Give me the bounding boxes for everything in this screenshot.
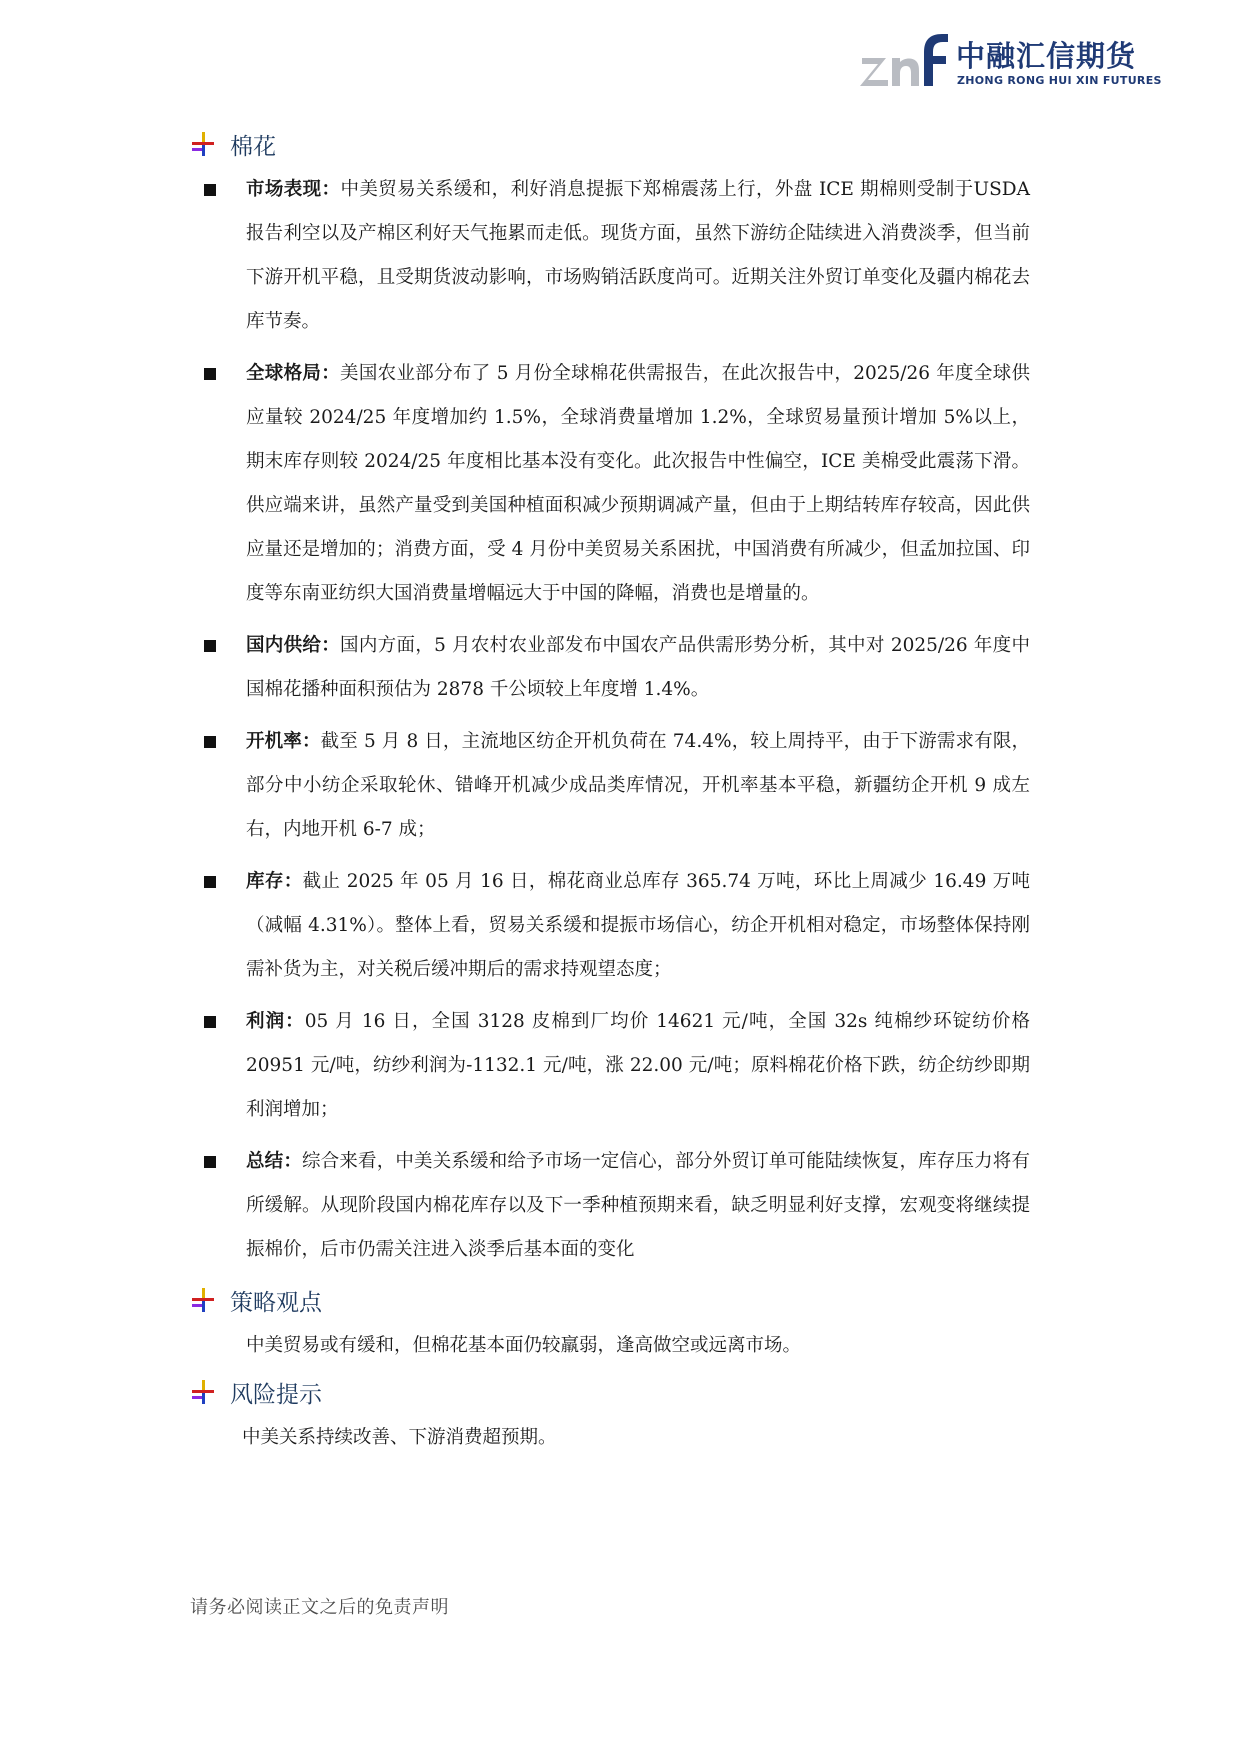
bullet-item-profit xyxy=(190,1000,1030,1132)
disclaimer-footer: 请务必阅读正文之后的免责声明 xyxy=(190,1597,449,1618)
bullet-label: 市场表现： xyxy=(246,179,341,200)
bullet-label: 库存： xyxy=(246,871,303,892)
bullet-body: 美国农业部分布了 5 月份全球棉花供需报告，在此次报告中，2025/26 年度全球供应量较 2024/25 年度增加约 1.5%，全球消费量增加 1.2%，全球贸易量预计增加 5%以上，期末库存则较 2024/25 年度相比基本没有变化。此次报告中性偏空，ICE 美棉受此震荡下滑。供应端来讲，虽然产量受到美国种植面积减少预期调减产量，但由于上期结转库存较高，因此供应量还是增加的；消费方面，受 4 月份中美贸易关系困扰，中国消费有所减少，但孟加拉国、印度等东南亚纺织大国消费量增幅远大于中国的降幅，消费也是增量的。 xyxy=(246,363,1030,604)
risk-text: 中美关系持续改善、下游消费超预期。 xyxy=(242,1427,557,1448)
section-title: 策略观点 xyxy=(230,1289,322,1316)
bullet-paragraph xyxy=(246,352,1030,616)
square-bullet-icon xyxy=(204,1016,216,1028)
strategy-text: 中美贸易或有缓和，但棉花基本面仍较羸弱，逢高做空或远离市场。 xyxy=(246,1335,802,1356)
company-logo xyxy=(860,28,1160,96)
logo-english-name: ZHONG RONG HUI XIN FUTURES xyxy=(957,74,1162,87)
bullet-body: 截至 5 月 8 日，主流地区纺企开机负荷在 74.4%，较上周持平，由于下游需求有限，部分中小纺企采取轮休、错峰开机减少成品类库情况，开机率基本平稳，新疆纺企开机 9 成左右，内地开机 6-7 成； xyxy=(246,731,1030,840)
section-title: 棉花 xyxy=(230,133,276,160)
bullet-body: 中美贸易关系缓和，利好消息提振下郑棉震荡上行，外盘 ICE 期棉则受制于USDA报告利空以及产棉区利好天气拖累而走低。现货方面，虽然下游纺企陆续进入消费淡季，但当前下游开机平稳，且受期货波动影响，市场购销活跃度尚可。近期关注外贸订单变化及疆内棉花去库节奏。 xyxy=(246,179,1030,332)
bullet-paragraph xyxy=(246,1000,1030,1132)
znf-logo-mark-icon xyxy=(860,28,950,96)
bullet-item-summary xyxy=(190,1140,1030,1272)
section-marker-icon xyxy=(190,1379,216,1405)
square-bullet-icon xyxy=(204,184,216,196)
square-bullet-icon xyxy=(204,876,216,888)
bullet-label: 利润： xyxy=(246,1011,305,1032)
bullet-item-inventory xyxy=(190,860,1030,992)
bullet-label: 国内供给： xyxy=(246,635,341,656)
square-bullet-icon xyxy=(204,640,216,652)
bullet-body: 综合来看，中美关系缓和给予市场一定信心，部分外贸订单可能陆续恢复，库存压力将有所缓解。从现阶段国内棉花库存以及下一季种植预期来看，缺乏明显利好支撑，宏观变将继续提振棉价，后市仍需关注进入淡季后基本面的变化 xyxy=(246,1151,1030,1260)
section-title: 风险提示 xyxy=(230,1381,322,1408)
bullet-item-domestic-supply xyxy=(190,624,1030,712)
section-heading-cotton xyxy=(190,124,1030,164)
report-content xyxy=(190,124,1030,1464)
bullet-item-operating-rate xyxy=(190,720,1030,852)
bullet-body: 截止 2025 年 05 月 16 日，棉花商业总库存 365.74 万吨，环比上周减少 16.49 万吨（减幅 4.31%）。整体上看，贸易关系缓和提振市场信心，纺企开机相对稳定，市场整体保持刚需补货为主，对关税后缓冲期后的需求持观望态度； xyxy=(246,871,1030,980)
bullet-paragraph xyxy=(246,624,1030,712)
section-heading-strategy xyxy=(190,1280,1030,1320)
bullet-paragraph xyxy=(246,1140,1030,1272)
square-bullet-icon xyxy=(204,1156,216,1168)
square-bullet-icon xyxy=(204,368,216,380)
bullet-item-global xyxy=(190,352,1030,616)
bullet-item-market xyxy=(190,168,1030,344)
section-heading-risk xyxy=(190,1372,1030,1412)
bullet-body: 国内方面，5 月农村农业部发布中国农产品供需形势分析，其中对 2025/26 年度中国棉花播种面积预估为 2878 千公顷较上年度增 1.4%。 xyxy=(246,635,1030,700)
bullet-label: 总结： xyxy=(246,1151,303,1172)
section-marker-icon xyxy=(190,1287,216,1313)
logo-chinese-name: 中融汇信期货 xyxy=(956,39,1137,73)
bullet-body: 05 月 16 日，全国 3128 皮棉到厂均价 14621 元/吨，全国 32s 纯棉纱环锭纺价格 20951 元/吨，纺纱利润为-1132.1 元/吨，涨 22.00 元/吨；原料棉花价格下跌，纺企纺纱即期利润增加； xyxy=(246,1011,1030,1120)
bullet-paragraph xyxy=(246,168,1030,344)
square-bullet-icon xyxy=(204,736,216,748)
bullet-label: 开机率： xyxy=(246,731,321,752)
bullet-paragraph xyxy=(246,720,1030,852)
bullet-label: 全球格局： xyxy=(246,363,341,384)
section-marker-icon xyxy=(190,131,216,157)
bullet-paragraph xyxy=(246,860,1030,992)
